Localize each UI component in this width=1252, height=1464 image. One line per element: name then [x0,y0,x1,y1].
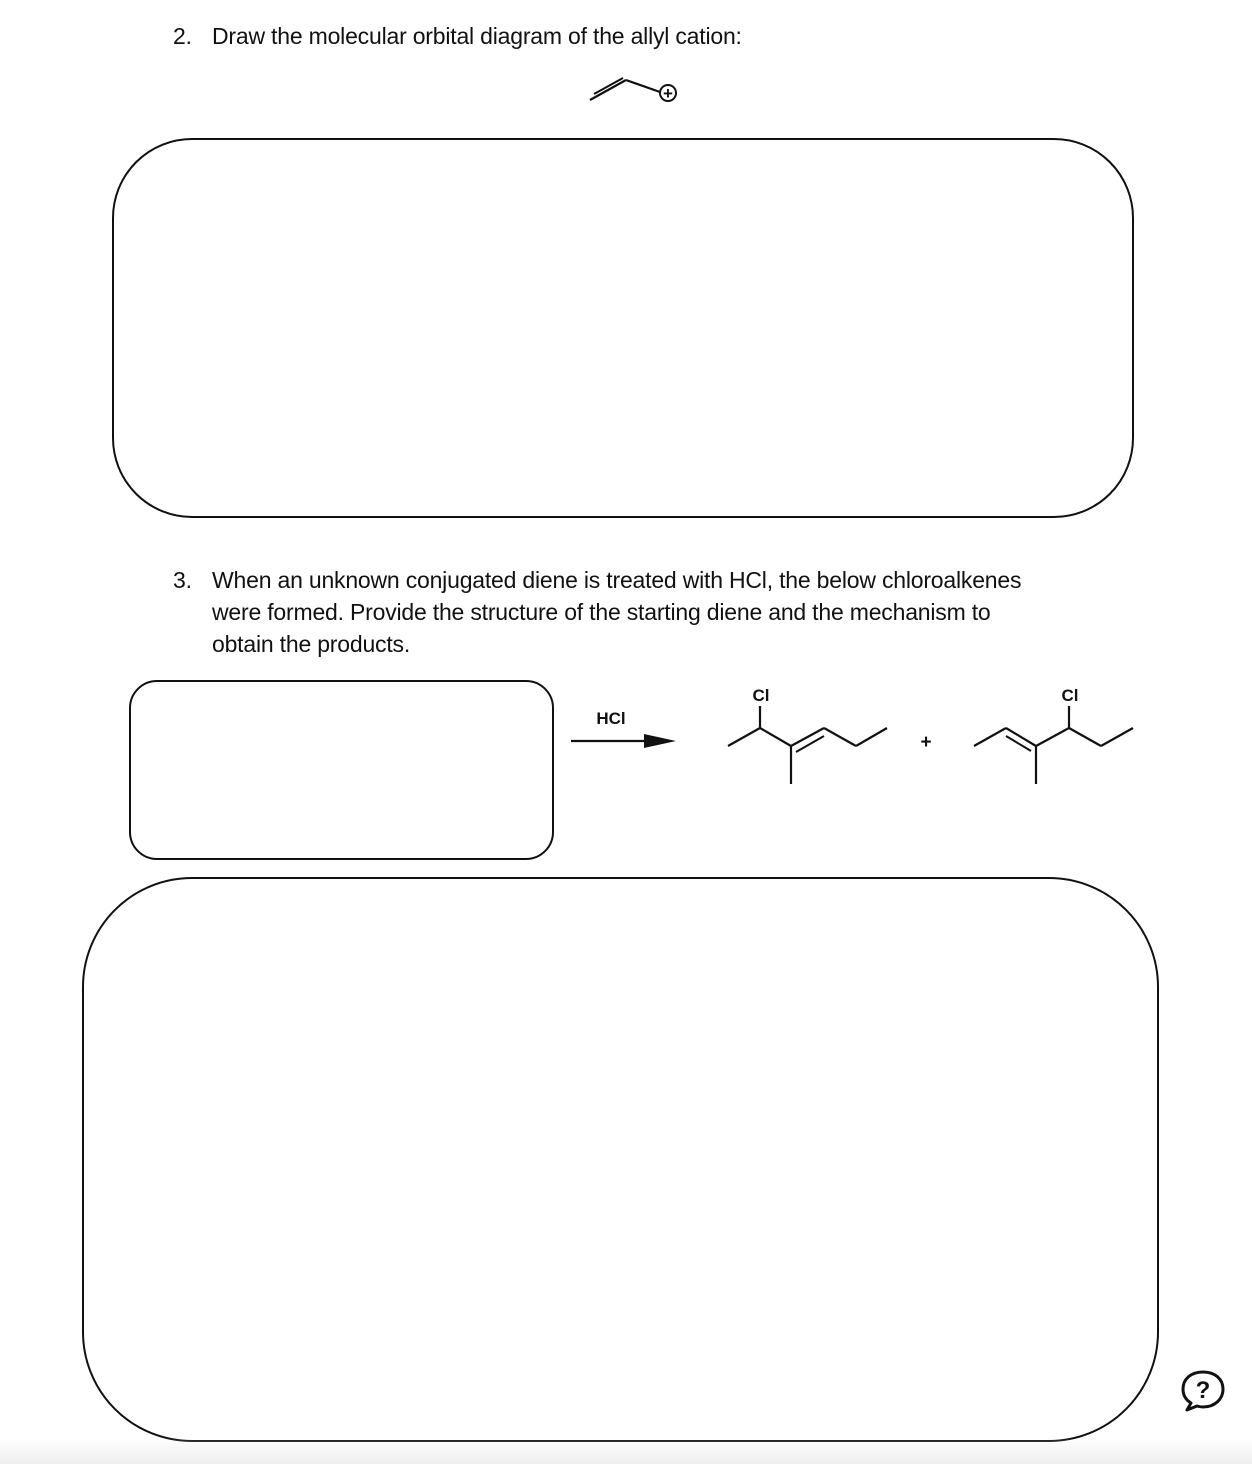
plus-sign: + [920,732,932,753]
bottom-shadow [0,1438,1252,1464]
product-2-bond [1069,728,1101,746]
reaction-arrow-head [644,734,676,748]
product-2-bond [1101,728,1133,746]
product-1-double-bond-inner [796,736,824,752]
product-1-chlorine-label: Cl [752,686,770,705]
question-3-text [212,564,1162,660]
mechanism-answer-box[interactable] [82,877,1159,1442]
product-2-bond [974,728,1006,746]
reagent-label: HCl [596,709,626,728]
product-2-double-bond-inner [1006,736,1031,751]
positive-charge-symbol: + [663,84,673,103]
question-2-text: Draw the molecular orbital diagram of the allyl cation: [212,23,742,49]
product-2-chlorine-label: Cl [1061,686,1079,705]
product-1-bond [824,728,856,746]
help-question-icon[interactable] [1178,1368,1228,1414]
allyl-bond-single [626,80,660,92]
mo-diagram-answer-box[interactable] [112,138,1134,518]
product-1-bond [760,728,791,746]
question-3-line-2: were formed. Provide the structure of the starting diene and the mechanism to [212,599,991,625]
product-1-bond [728,728,760,746]
question-2 [173,20,873,54]
svg-text:?: ? [1195,1377,1211,1404]
product-2-structure [974,686,1133,784]
product-1-structure [728,686,887,784]
question-3 [173,564,1163,664]
allyl-bond-double-inner [594,78,623,94]
allyl-bond-double-outer [590,80,626,100]
question-3-line-1: When an unknown conjugated diene is treated with HCl, the below chloroalkenes [212,567,1022,593]
question-2-number: 2. [173,23,192,49]
product-1-bond [856,728,887,746]
product-1-double-bond-outer [791,728,824,746]
product-2-double-bond-outer [1006,728,1036,746]
reaction-scheme [560,676,1150,796]
question-3-line-3: obtain the products. [212,631,411,657]
product-2-bond [1036,728,1069,746]
allyl-cation-structure [580,72,690,112]
question-3-number: 3. [173,567,192,593]
starting-diene-answer-box[interactable] [129,680,554,860]
